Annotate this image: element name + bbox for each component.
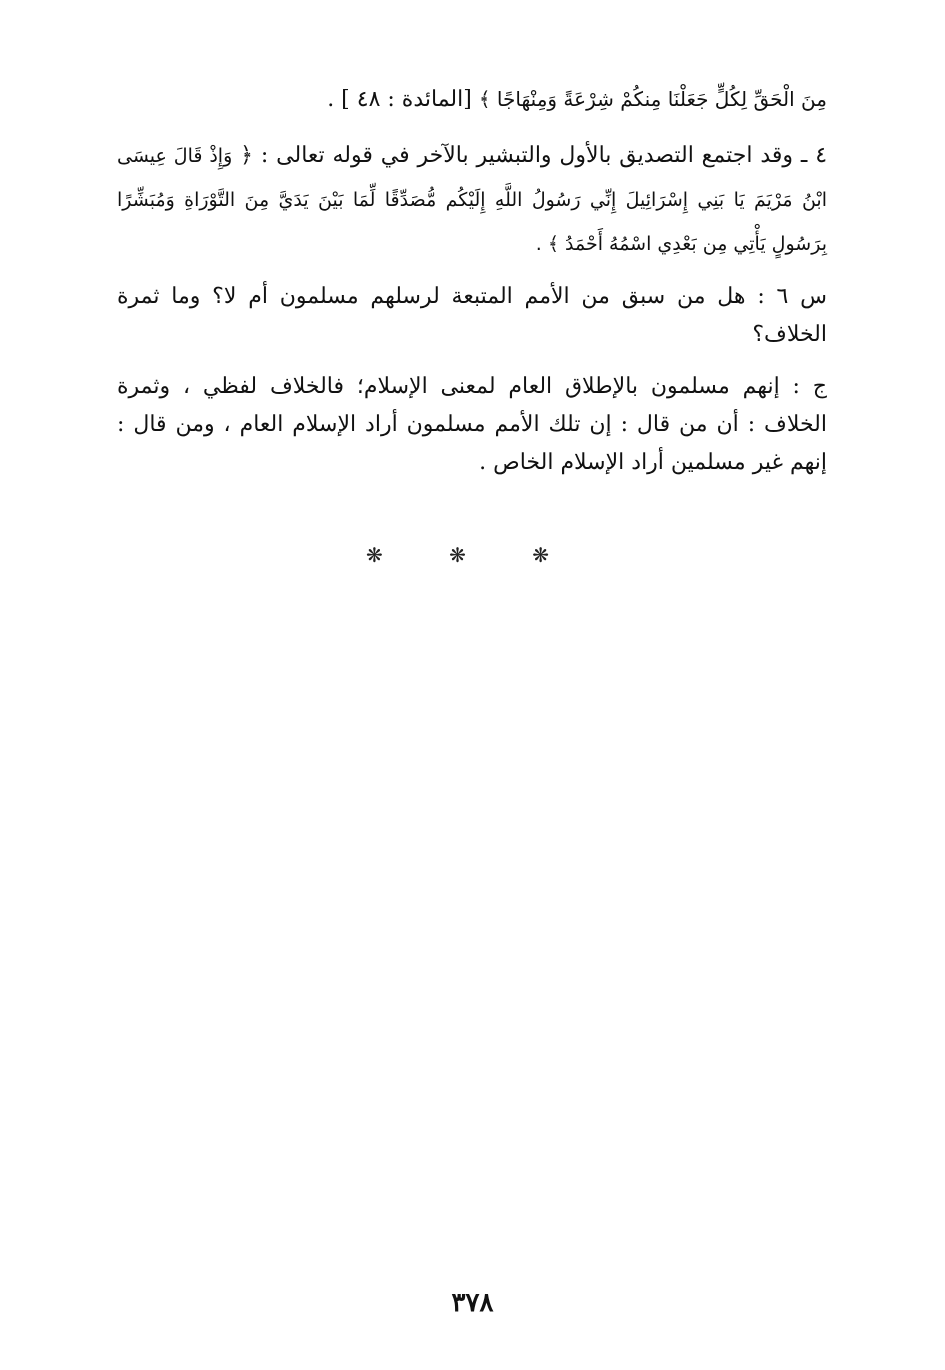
question-text: هل من سبق من الأمم المتبعة لرسلهم مسلمون أم لا؟ وما ثمرة الخلاف؟ — [117, 284, 827, 347]
section-separator: ❋ ❋ ❋ — [366, 543, 579, 567]
answer-paragraph — [117, 368, 827, 482]
point-four-paragraph — [117, 134, 827, 266]
quran-verse-text: وَإِذْ قَالَ عِيسَى ابْنُ مَرْيَمَ يَا بَنِي إِسْرَائِيلَ إِنِّي رَسُولُ اللَّهِ إِلَيْكُم مُّصَدِّقًا لِّمَا بَيْنَ يَدَيَّ مِنَ التَّوْرَاةِ وَمُبَشِّرًا بِرَسُولٍ يَأْتِي مِن بَعْدِي اسْمُهُ أَحْمَدُ ﴾ . — [117, 145, 827, 255]
answer-label: ج : — [792, 374, 827, 399]
point-four-intro: ٤ ـ وقد اجتمع التصديق بالأول والتبشير بالآخر في قوله تعالى : ﴿ — [240, 143, 828, 168]
verse-continuation — [117, 80, 827, 119]
question-paragraph — [117, 278, 827, 354]
page-number: ٣٧٨ — [451, 1288, 494, 1318]
verse-reference: [المائدة : ٤٨ ] . — [327, 87, 472, 112]
answer-text: إنهم مسلمون بالإطلاق العام لمعنى الإسلام؛ فالخلاف لفظي ، وثمرة الخلاف : أن من قال : إن تلك الأمم مسلمون أراد الإسلام العام ، ومن قال : إنهم غير مسلمين أراد الإسلام الخاص . — [117, 374, 827, 475]
quran-verse-text: مِنَ الْحَقِّ لِكُلٍّ جَعَلْنَا مِنكُمْ شِرْعَةً وَمِنْهَاجًا ﴾ — [478, 87, 827, 111]
question-label: س ٦ : — [757, 284, 827, 309]
